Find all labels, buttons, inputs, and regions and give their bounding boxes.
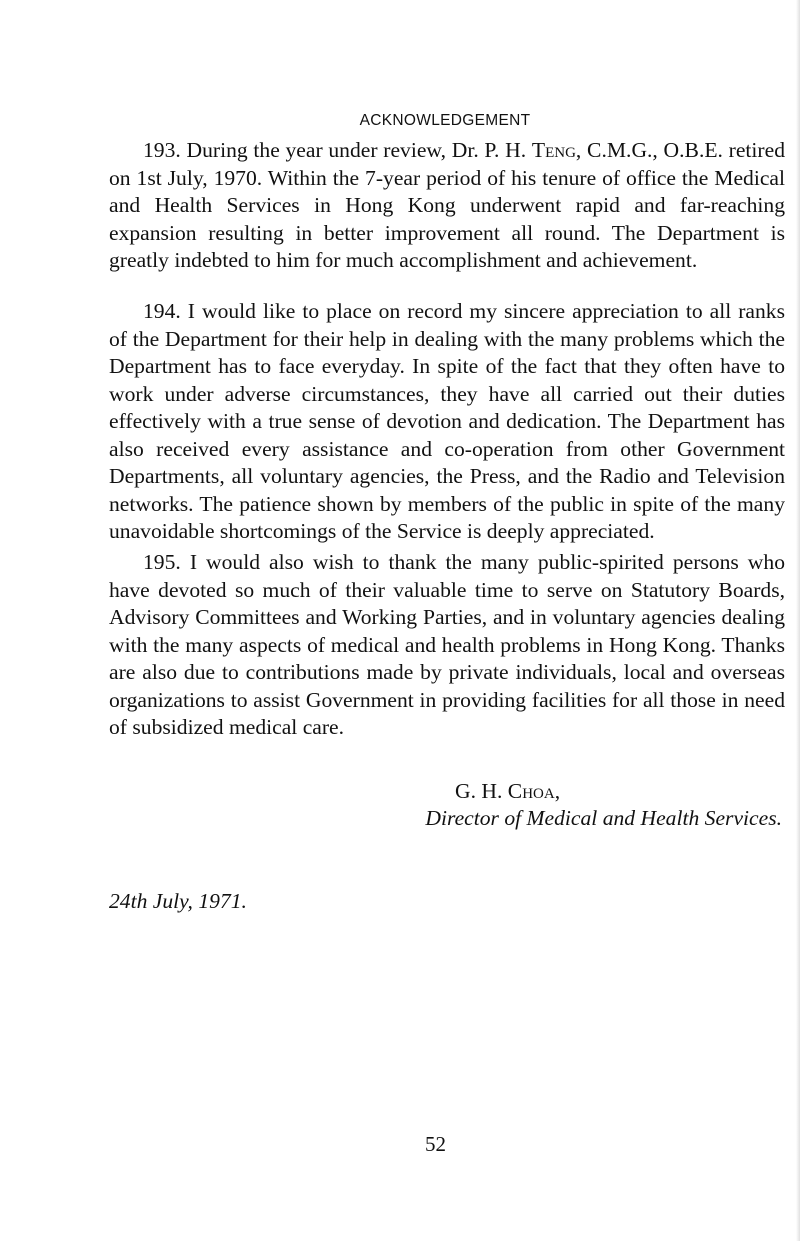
paragraph-text-end: , C.M.G., O.B.E. retired on 1st July, 1970. Within the 7-year period of his tenure of office the Medical and Health Services in Hong Kong underwent rapid and far-reaching expansion resulting in better improvement all round. The Department is greatly indebted to him for much accomplishment and achievement. xyxy=(109,138,785,272)
signatory-title: Director of Medical and Health Services. xyxy=(425,806,782,830)
paragraph-text: I would like to place on record my sincere appreciation to all ranks of the Department for their help in dealing with the many problems which the Department has to face everyday. In spite of the fact that they often have to work under adverse circumstances, they have all carried out their duties effectively with a true sense of devotion and dedication. The Department has also received every assistance and co-operation from other Government Departments, all voluntary agencies, the Press, and the Radio and Television networks. The patience shown by members of the public in spite of the many unavoidable shortcomings of the Service is deeply appreciated. xyxy=(109,299,785,543)
signatory-initials: G. H. xyxy=(455,779,508,803)
page-heading: ACKNOWLEDGEMENT xyxy=(359,112,531,129)
person-name: Teng xyxy=(531,138,576,162)
signatory-surname: Choa xyxy=(507,779,555,803)
paragraph-number: 193. xyxy=(143,138,181,162)
signatory-suffix: , xyxy=(554,779,561,803)
page-number: 52 xyxy=(425,1132,446,1156)
paragraph-text: I would also wish to thank the many public-spirited persons who have devoted so much of their valuable time to serve on Statutory Boards, Advisory Committees and Working Parties, and in voluntary agencies dealing with the many aspects of medical and health problems in Hong Kong. Thanks are also due to contributions made by private individuals, local and overseas organizations to assist Government in providing facilities for all those in need of subsidized medical care. xyxy=(109,550,785,739)
paragraph-number: 194. xyxy=(143,299,181,323)
paragraph-number: 195. xyxy=(143,550,181,574)
paragraph-194 xyxy=(109,298,785,546)
page-edge-shadow xyxy=(796,0,800,1241)
paragraph-195 xyxy=(109,549,785,742)
paragraph-text-start: During the year under review, Dr. P. H. xyxy=(186,138,532,162)
signatory-name xyxy=(455,778,560,806)
document-date: 24th July, 1971. xyxy=(109,889,247,913)
paragraph-193 xyxy=(109,137,785,275)
